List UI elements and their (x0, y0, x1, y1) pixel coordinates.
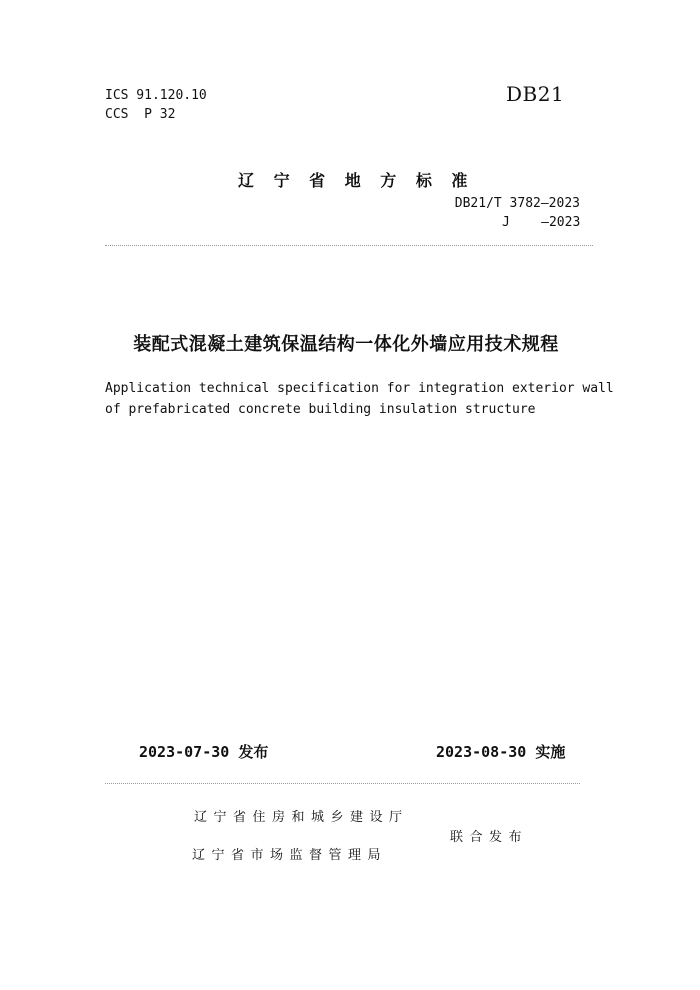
implementation-date: 2023-08-30 实施 (436, 743, 566, 761)
issue-date: 2023-07-30 发布 (139, 743, 269, 761)
bottom-divider (105, 783, 580, 784)
standard-code-mark: DB21 (506, 82, 565, 106)
top-divider (105, 245, 593, 246)
ics-code: ICS 91.120.10 (105, 88, 207, 103)
ccs-code: CCS P 32 (105, 107, 176, 122)
standard-number: DB21/T 3782—2023 (454, 196, 580, 211)
joint-issue-label: 联合发布 (450, 830, 529, 845)
issuer-market-regulation: 辽宁省市场监督管理局 (192, 848, 388, 863)
english-title-line-1: Application technical specification for integration exterior wall (105, 381, 614, 396)
chinese-title: 装配式混凝土建筑保温结构一体化外墙应用技术规程 (133, 334, 559, 355)
issuer-housing-department: 辽宁省住房和城乡建设厅 (194, 810, 409, 825)
record-number: J —2023 (502, 215, 581, 230)
english-title-line-2: of prefabricated concrete building insulation structure (105, 402, 536, 417)
standard-type-heading: 辽 宁 省 地 方 标 准 (238, 171, 475, 190)
